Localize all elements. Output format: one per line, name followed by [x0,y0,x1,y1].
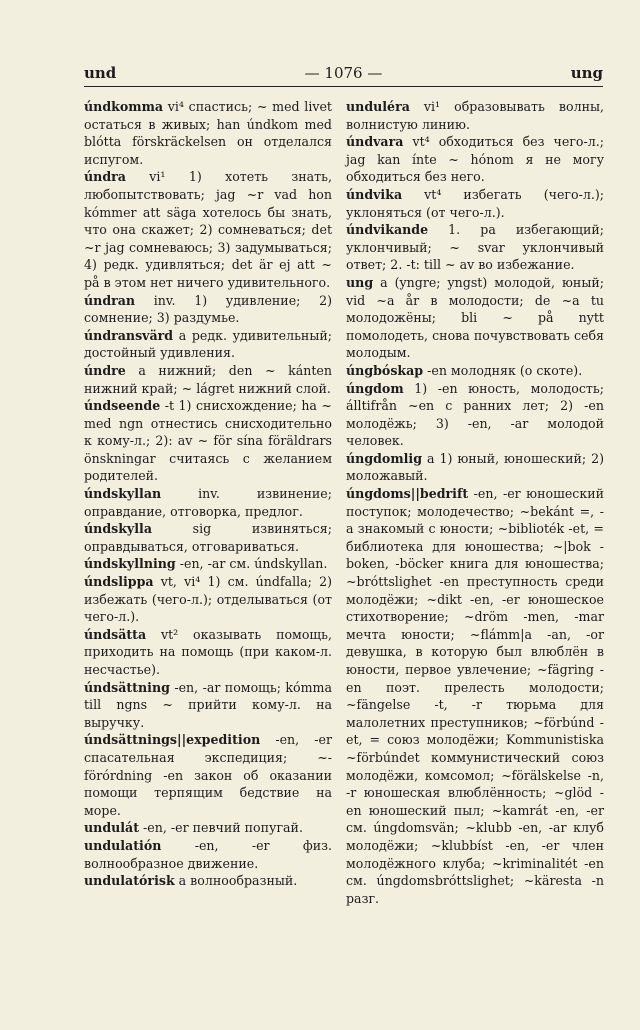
entry-definition: vt, vi⁴ 1) см. úndfalla; 2) избежать (чего-л.); отделываться (от чего-л.). [84,574,332,625]
entry-definition: -en, -er физ. волнообразное движение. [84,837,332,871]
entry-headword: úndvikande [346,222,429,238]
entry-definition: -en, -ar помощь; kómma till ngns ~ прийти кому-л. на выручку. [84,679,332,730]
left-running-headword: und [84,64,117,82]
dictionary-entry [346,274,604,362]
dictionary-entry [84,98,332,168]
entry-headword: úndslippa [84,574,154,590]
entry-definition: vi⁴ спастись; ~ med livet остаться в живых; han úndkom med blótta förskräckelsen он отделался испугом. [84,99,332,167]
entry-definition: -t 1) снисхождение; ha ~ med ngn отнестись снисходительно к кому-л.; 2): av ~ för sína föräldrars önskningar считаясь с желанием родителей. [84,398,332,484]
entry-definition: vt⁴ избегать (чего-л.); уклоняться (от чего-л.). [346,186,604,220]
entry-definition: a нижний; den ~ kánten нижний край; ~ lágret нижний слой. [84,362,332,396]
entry-headword: úndseende [84,398,161,414]
dictionary-entry [84,626,332,679]
entry-headword: undulát [84,820,140,836]
page-number: — 1076 — [304,64,383,82]
entry-headword: undulatión [84,837,162,853]
dictionary-entry [84,362,332,397]
entry-headword: úngdomlig [346,450,423,466]
entry-definition: inv. 1) удивление; 2) сомнение; 3) раздумье. [84,292,332,326]
entry-definition: a волнообразный. [174,873,298,889]
dictionary-entry [346,485,604,907]
entry-headword: úndvika [346,186,403,202]
dictionary-entry [84,397,332,485]
entry-headword: úndsättnings||expedition [84,732,261,748]
entry-definition: -en молодняк (о скоте). [423,362,583,378]
dictionary-entry [84,837,332,872]
dictionary-entry [346,450,604,485]
entry-headword: úndkomma [84,99,164,114]
entry-headword: úndskyllan [84,486,162,502]
dictionary-entry [84,731,332,819]
entry-headword: úndskylla [84,521,152,537]
entry-headword: unduléra [346,99,410,114]
entry-definition: -en, -ar см. úndskyllan. [175,556,328,572]
entry-headword: úndskyllning [84,556,176,572]
dictionary-entry [84,679,332,732]
entry-headword: úndransvärd [84,327,174,343]
page-header [84,64,603,84]
entry-definition: a 1) юный, юношеский; 2) моложавый. [346,450,604,484]
entry-headword: úngbóskap [346,362,424,378]
entry-headword: úndsättning [84,679,170,695]
entry-definition: 1. pa избегающий; уклончивый; ~ svar уклончивый ответ; 2. -t: till ~ av во избежание. [346,222,604,273]
entry-headword: úngdoms||bedrift [346,486,469,502]
right-column [346,98,604,907]
entry-headword: úndra [84,169,126,185]
dictionary-entry [84,292,332,327]
entry-definition: 1) -en юность, молодость; álltifrån ~en с ранних лет; 2) -en молодёжь; 3) -en, -ar молодой человек. [346,380,604,449]
entry-headword: ung [346,274,374,290]
dictionary-entry [346,133,604,186]
entry-definition: vi¹ образовывать волны, волнистую линию. [346,99,604,132]
dictionary-entry [346,380,604,450]
entry-definition: inv. извинение; оправдание, отговорка, предлог. [84,486,332,519]
entry-definition: -en, -er спасательная экспедиция; ~-förórdning -en закон об оказании помощи терпящим бедствие на море. [84,732,332,818]
right-running-headword: ung [570,64,603,82]
dictionary-entry [84,327,332,362]
entry-definition: a редк. удивительный; достойный удивления. [84,327,332,361]
dictionary-entry [346,186,604,221]
dictionary-entry [84,819,332,837]
dictionary-entry [84,485,332,520]
entry-definition: vt⁴ обходиться без чего-л.; jag kan ínte ~ hónom я не могу обходиться без него. [346,134,604,185]
entry-headword: úndsätta [84,626,147,642]
dictionary-entry [84,555,332,573]
dictionary-entry [84,872,332,890]
entry-headword: úndran [84,292,136,308]
dictionary-entry [84,168,332,291]
entry-definition: -en, -er певчий попугай. [139,820,303,836]
entry-definition: vi¹ 1) хотеть знать, любопытствовать; jag ~r vad hon kómmer att säga хотелось бы знать, что она скажет; 2) сомневаться; det ~r jag сомневаюсь; 3) задумываться; 4) редк. удивляться; det är ej att ~ på в этом нет ничего удивительного. [84,169,332,290]
entry-headword: úngdom [346,380,404,396]
entry-definition: vt² оказывать помощь, приходить на помощь (при каком-л. несчастье). [84,626,332,677]
dictionary-entry [346,362,604,380]
entry-definition: sig извиняться; оправдываться, отговариваться. [84,521,332,554]
dictionary-entry [346,221,604,274]
dictionary-entry [84,573,332,626]
left-column [84,98,332,890]
entry-headword: úndvara [346,134,404,150]
entry-headword: úndre [84,362,126,378]
dictionary-entry [346,98,604,133]
header-rule [84,86,603,87]
dictionary-entry [84,520,332,555]
entry-definition: a (yngre; yngst) молодой, юный; vid ~a år в молодости; de ~a tu молодожёны; bli ~ på nytt помолодеть, снова почувствовать себя молодым. [346,274,604,361]
entry-definition: -en, -er юношеский поступок; молодечество; ~bekánt =, -a знакомый с юности; ~biblioték -et, = библиотека для юношества; ~|bok -boken, -böcker книга для юношества; ~bróttslighet -en преступность среди молодёжи; ~dikt -en, -er юношеское стихотворение; ~dröm -men, -mar мечта юности; ~flámm|a -an, -or девушка, в которую был влюблён в юности, первое увлечение; ~fägring -en поэт. прелесть молодости; ~fängelse -t, -r тюрьма для малолетних преступников; ~förbúnd -et, = союз молодёжи; Kommunistiska ~förbúndet коммунистический союз молодёжи, комсомол; ~förälskelse -n, -r юношеская влюблённость; ~glöd -en юношеский пыл; ~kamrát -en, -er см. úngdomsvän; ~klubb -en, -ar клуб молодёжи; ~klubbíst -en, -er член молодёжного клуба; ~kriminalitét -en см. úngdomsbróttslighet; ~käresta -n разг. [346,486,604,906]
entry-headword: undulatórisk [84,873,175,889]
